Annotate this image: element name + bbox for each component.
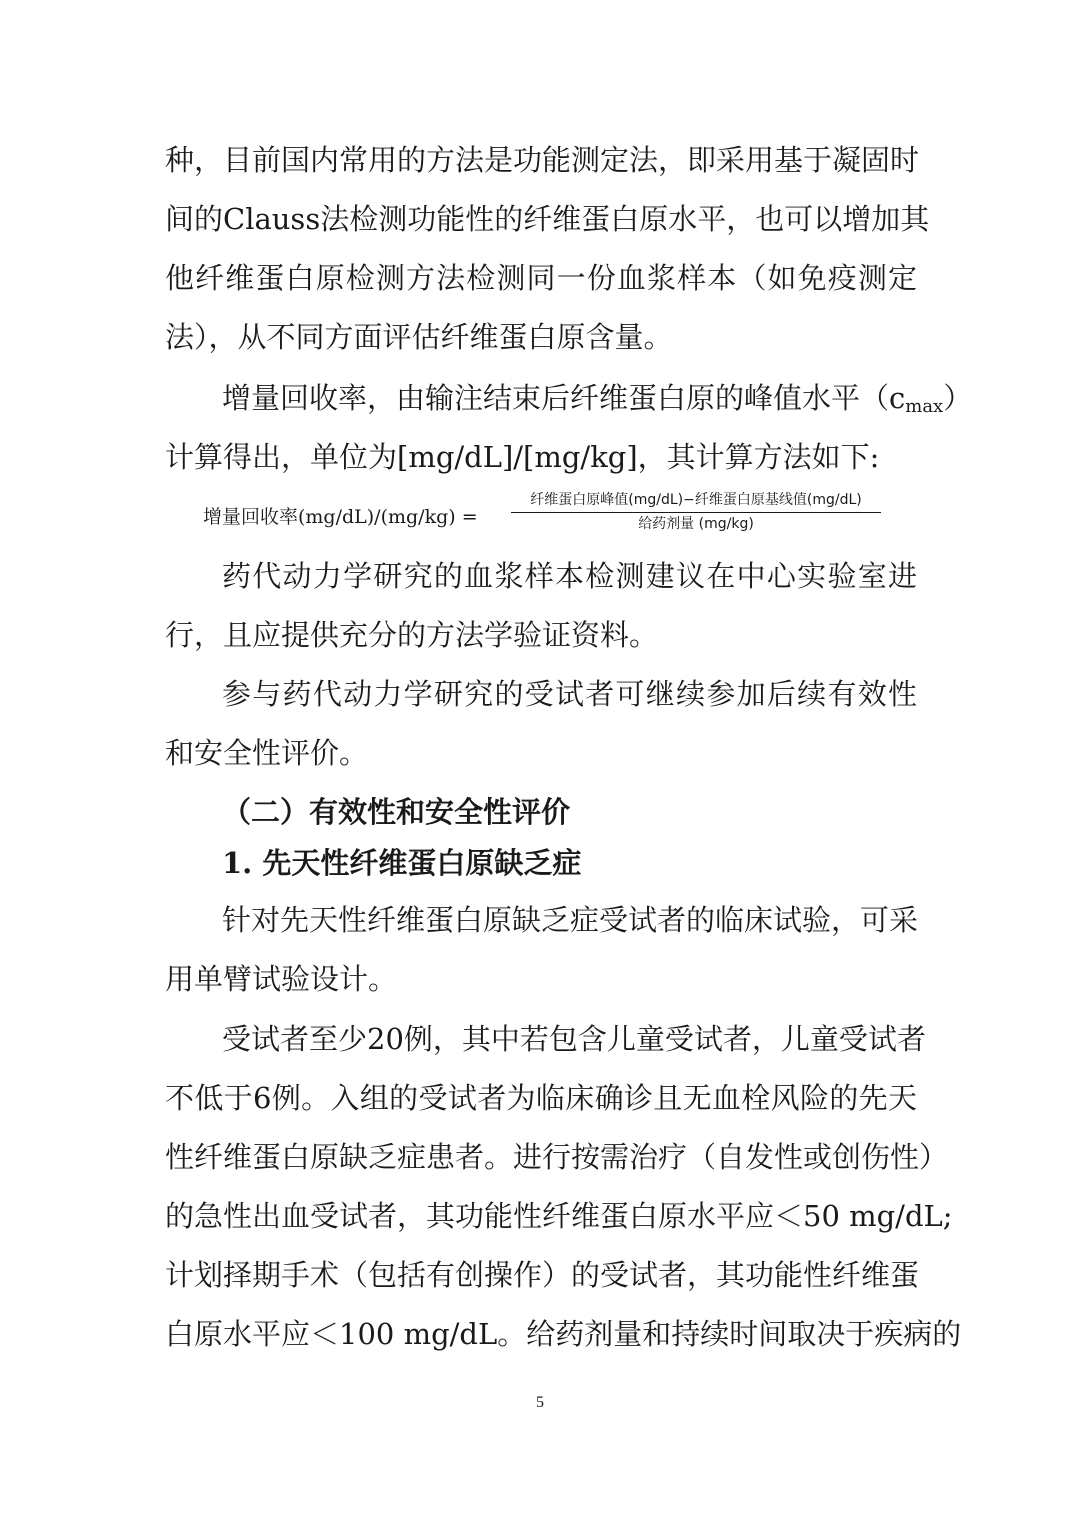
subject-line: 的急性出血受试者，其功能性纤维蛋白原水平应＜50 mg/dL; bbox=[165, 1199, 953, 1233]
formula-fraction bbox=[511, 490, 881, 535]
subject-line: 受试者至少20例，其中若包含儿童受试者，儿童受试者 bbox=[222, 1022, 926, 1056]
paragraph-line: 种，目前国内常用的方法是功能测定法，即采用基于凝固时 bbox=[165, 143, 920, 177]
subject-line: 性纤维蛋白原缺乏症患者。进行按需治疗（自发性或创伤性） bbox=[165, 1140, 949, 1174]
pk-line: 药代动力学研究的血浆样本检测建议在中心实验室进 bbox=[222, 559, 917, 593]
section-heading: （二）有效性和安全性评价 bbox=[222, 795, 571, 829]
formula-denominator: 给药剂量 (mg/kg) bbox=[638, 516, 754, 532]
paragraph-line: 法），从不同方面评估纤维蛋白原含量。 bbox=[165, 320, 673, 354]
subject-line: 计划择期手术（包括有创操作）的受试者，其功能性纤维蛋 bbox=[165, 1258, 920, 1292]
participant-line: 和安全性评价。 bbox=[165, 736, 369, 770]
subject-line: 不低于6例。入组的受试者为临床确诊且无血栓风险的先天 bbox=[165, 1081, 917, 1115]
pk-line: 行，且应提供充分的方法学验证资料。 bbox=[165, 618, 659, 652]
cmax-subscript: max bbox=[905, 396, 944, 417]
paragraph-line: 他纤维蛋白原检测方法检测同一份血浆样本（如免疫测定 bbox=[165, 261, 917, 295]
participant-line: 参与药代动力学研究的受试者可继续参加后续有效性 bbox=[222, 677, 917, 711]
recovery-line-2: 计算得出，单位为[mg/dL]/[mg/kg]，其计算方法如下: bbox=[165, 440, 880, 474]
recovery-close-paren: ） bbox=[943, 381, 973, 415]
recovery-line bbox=[222, 378, 973, 418]
formula-lhs: 增量回收率(mg/dL)/(mg/kg) = bbox=[203, 506, 478, 528]
subject-line: 白原水平应＜100 mg/dL。给药剂量和持续时间取决于疾病的 bbox=[165, 1317, 962, 1351]
design-line: 针对先天性纤维蛋白原缺乏症受试者的临床试验，可采 bbox=[222, 903, 919, 937]
subsection-heading: 1. 先天性纤维蛋白原缺乏症 bbox=[222, 846, 582, 880]
formula-numerator: 纤维蛋白原峰值(mg/dL)−纤维蛋白原基线值(mg/dL) bbox=[511, 490, 881, 513]
design-line: 用单臂试验设计。 bbox=[165, 962, 398, 996]
paragraph-line: 间的Clauss法检测功能性的纤维蛋白原水平，也可以增加其 bbox=[165, 202, 930, 236]
recovery-text: 增量回收率，由输注结束后纤维蛋白原的峰值水平（c bbox=[222, 381, 906, 415]
page-number: 5 bbox=[536, 1394, 544, 1411]
recovery-formula bbox=[203, 490, 883, 540]
